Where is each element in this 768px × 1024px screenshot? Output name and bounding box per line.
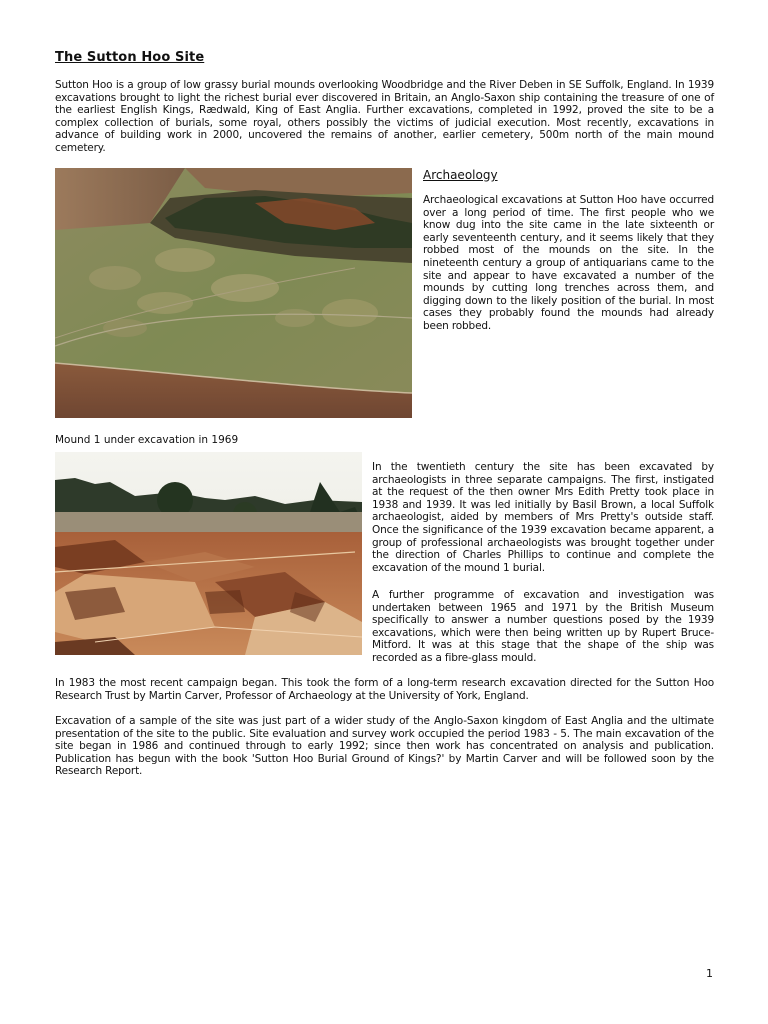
archaeology-paragraph: Archaeological excavations at Sutton Hoo have occurred over a long period of time. The first people who we know dug into the site came in the late sixteenth or early seventeenth century, and it seems likely that they robbed most of the mounds on the site. In the nineteenth century a group of antiquarians came to the site and appear to have excavated a number of the mounds by cutting long trenches across them, and digging down to the likely position of the burial. In most cases they probably found the mounds had already been robbed. xyxy=(423,194,714,332)
campaign-1983-paragraph: In 1983 the most recent campaign began. This took the form of a long-term research excavation directed for the Sutton Hoo Research Trust by Martin Carver, Professor of Archaeology at the University of York, England. xyxy=(55,677,714,702)
intro-paragraph: Sutton Hoo is a group of low grassy burial mounds overlooking Woodbridge and the River Deben in SE Suffolk, England. In 1939 excavations brought to light the richest burial ever discovered in Britain, an Anglo-Saxon ship containing the treasure of one of the earliest English Kings, Rædwald, King of East Anglia. Further excavations, completed in 1992, proved the site to be a complex collection of burials, some royal, others possibly the victims of judicial execution. Most recently, excavations in advance of building work in 2000, uncovered the remains of another, earlier cemetery, 500m north of the main mound cemetery. xyxy=(55,79,714,154)
page-number: 1 xyxy=(706,967,713,980)
excavation-sample-paragraph: Excavation of a sample of the site was just part of a wider study of the Anglo-Saxon kingdom of East Anglia and the ultimate presentation of the site to the public. Site evaluation and survey work occupied the period 1983 - 5. The main excavation of the site began in 1986 and continued through to early 1992; since then work has concentrated on analysis and publication. Publication has begun with the book 'Sutton Hoo Burial Ground of Kings?' by Martin Carver and will be followed soon by the Research Report. xyxy=(55,715,714,778)
twentieth-century-paragraph: In the twentieth century the site has been excavated by archaeologists in three separate campaigns. The first, instigated at the request of the then owner Mrs Edith Pretty took place in 1938 and 1939. It was led initially by Basil Brown, a local Suffolk archaeologist, aided by members of Mrs Pretty's outside staff. Once the significance of the 1939 excavation became apparent, a group of professional archaeologists was brought together under the direction of Charles Phillips to continue and complete the excavation of the mound 1 burial. xyxy=(372,461,714,574)
excavation-photo xyxy=(55,452,362,655)
photo-caption: Mound 1 under excavation in 1969 xyxy=(55,434,239,446)
further-programme-paragraph: A further programme of excavation and investigation was undertaken between 1965 and 1971 by the British Museum specifically to answer a number questions posed by the 1939 excavations, which were then being written up by Rupert Bruce-Mitford. It was at this stage that the shape of the ship was recorded as a fibre-glass mould. xyxy=(372,589,714,664)
aerial-photo xyxy=(55,168,412,418)
page-title: The Sutton Hoo Site xyxy=(55,50,205,65)
archaeology-heading: Archaeology xyxy=(423,168,498,182)
